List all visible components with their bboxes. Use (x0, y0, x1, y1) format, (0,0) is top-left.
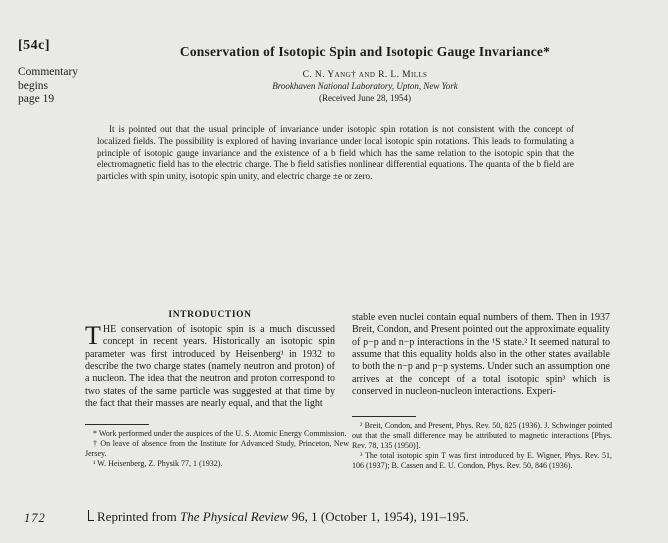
intro-paragraph-left-text: HE conservation of isotopic spin is a much discussed concept in recent years. Historically an isotopic spin parameter was first introduced by Heisenberg¹ in 1932 to describe the two charge states (namely neutron and proton) of a nucleon. The idea that the neutron and proton correspond to two states of the same particle was suggested at that time by the fact that their masses are nearly equal, and that the light (85, 324, 335, 410)
commentary-note-line: begins (18, 79, 49, 92)
journal-title: The Physical Review (180, 509, 289, 524)
body-column-left (85, 321, 335, 410)
commentary-note-line: page 19 (18, 93, 55, 105)
footnotes-left-column (85, 424, 349, 469)
section-heading-introduction: INTRODUCTION (168, 310, 252, 320)
reference-tag: [54c] (18, 38, 51, 53)
footnote-work-auspices: * Work performed under the auspices of the U. S. Atomic Energy Commission. (93, 429, 347, 438)
footnote-breit-condon-present-ref: ² Breit, Condon, and Present, Phys. Rev. 50, 825 (1936). J. Schwinger pointed out that the small difference may be attributed to magnetic interactions [Phys. Rev. 78, 135 (1950)]. (352, 421, 612, 450)
footnote-separator-rule (85, 424, 149, 425)
affiliation-line: Brookhaven National Laboratory, Upton, New York (272, 81, 458, 91)
abstract-paragraph: It is pointed out that the usual principle of invariance under isotopic spin rotation is not consistent with the concept of localized fields. The possibility is explored of having invariance under local isotopic spin rotations. This leads to formulating a principle of isotopic gauge invariance and the existence of a b field which has the same relation to the isotopic spin that the electromagnetic field has to the electric charge. The b field satisfies nonlinear differential equations. The quanta of the b field are particles with spin unity, isotopic spin unity, and electric charge ±e or zero. (97, 124, 574, 182)
footnotes-right-column (352, 416, 612, 471)
intro-paragraph-right: stable even nuclei contain equal numbers of them. Then in 1937 Breit, Condon, and Present pointed out the approximate equality of p−p and n−p interactions in the ¹S state.² It seemed natural to assume that this equality holds also in the other states available to both the n−p and p−p systems. Under such an assumption one arrives at the concept of a total isotopic spin³ which is conserved in nucleon-nucleon interactions. Experi- (352, 312, 610, 398)
article-head (100, 44, 630, 103)
reprint-citation: 96, 1 (October 1, 1954), 191–195. (288, 509, 469, 524)
footnote-on-leave: † On leave of absence from the Institute for Advanced Study, Princeton, New Jersey. (85, 438, 349, 458)
commentary-note-line: Commentary (18, 66, 79, 78)
commentary-note (18, 66, 78, 107)
reprint-source-line (88, 509, 469, 525)
footnote-heisenberg-ref: ¹ W. Heisenberg, Z. Physik 77, 1 (1932). (93, 458, 223, 468)
dropcap-letter: T (85, 321, 101, 350)
received-date-line: (Received June 28, 1954) (319, 93, 411, 103)
author-line: C. N. Yang† and R. L. Mills (302, 70, 428, 80)
page-number: 172 (24, 511, 46, 525)
intro-paragraph-left (85, 321, 335, 410)
footnote-separator-rule (352, 416, 416, 417)
reprint-prefix: Reprinted from (97, 509, 181, 524)
body-column-right (352, 312, 610, 398)
paper-title: Conservation of Isotopic Spin and Isotopic Gauge Invariance* (179, 44, 551, 59)
footnote-total-isotopic-spin-ref: ³ The total isotopic spin T was first introduced by E. Wigner, Phys. Rev. 51, 106 (1937); B. Cassen and E. U. Condon, Phys. Rev. 50, 846 (1936). (352, 450, 612, 470)
corner-bracket-icon (88, 510, 94, 521)
